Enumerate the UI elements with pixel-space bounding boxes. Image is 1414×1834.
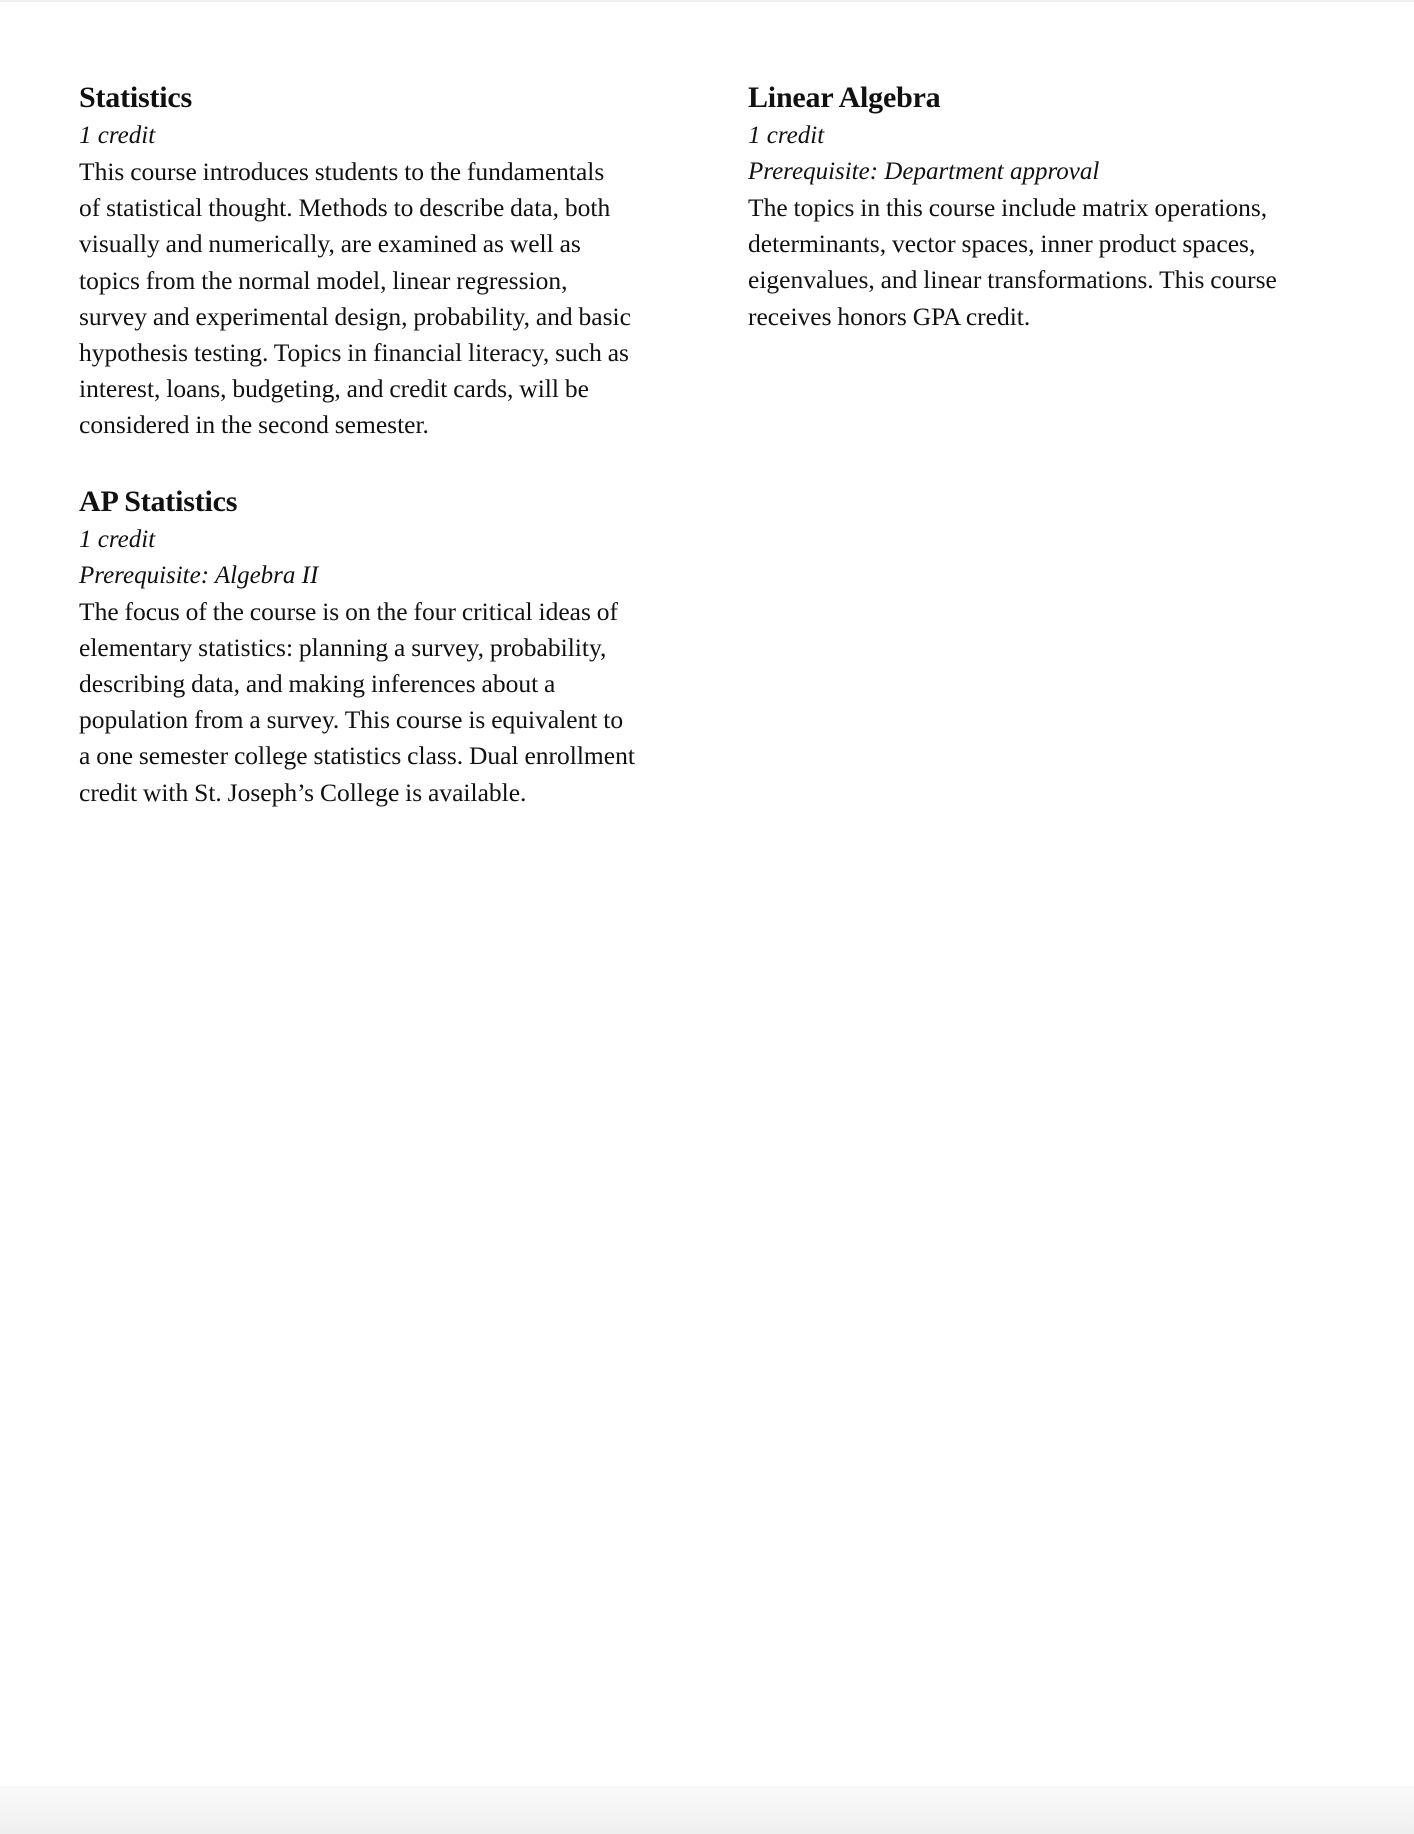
description-line: The focus of the course is on the four critical ideas of — [79, 596, 619, 626]
course-credit: 1 credit — [748, 122, 825, 149]
description-line: considered in the second semester. — [79, 410, 429, 440]
description-line: eigenvalues, and linear transformations. This course — [748, 265, 1277, 295]
course-prerequisite: Prerequisite: Department approval — [748, 158, 1100, 185]
description-line: visually and numerically, are examined as well as — [79, 229, 581, 259]
description-line: survey and experimental design, probability, and basic — [79, 301, 631, 331]
description-line: determinants, vector spaces, inner product spaces, — [748, 229, 1256, 259]
description-line: of statistical thought. Methods to describe data, both — [79, 193, 611, 223]
course-title: AP Statistics — [79, 484, 238, 518]
description-line: elementary statistics: planning a survey, probability, — [79, 632, 607, 662]
course-credit: 1 credit — [79, 525, 156, 553]
left-column — [79, 78, 679, 849]
right-column — [748, 78, 1348, 373]
course-description — [79, 154, 679, 444]
description-line: population from a survey. This course is equivalent to — [79, 705, 624, 735]
course-description — [79, 594, 679, 811]
description-line: describing data, and making inferences about a — [79, 669, 556, 699]
course-ap-statistics — [79, 482, 679, 811]
description-line: The topics in this course include matrix operations, — [748, 193, 1268, 222]
description-line: credit with St. Joseph’s College is available. — [79, 777, 527, 807]
description-line: This course introduces students to the fundamentals — [79, 157, 605, 186]
description-line: topics from the normal model, linear regression, — [79, 265, 568, 295]
course-prerequisite: Prerequisite: Algebra II — [79, 561, 319, 589]
page-bottom-edge — [0, 1787, 1414, 1834]
course-linear-algebra — [748, 78, 1348, 335]
description-line: receives honors GPA credit. — [748, 301, 1031, 331]
description-line: a one semester college statistics class. Dual enrollment — [79, 741, 635, 771]
course-statistics — [79, 78, 679, 444]
course-description — [748, 190, 1348, 335]
course-title: Statistics — [79, 81, 192, 114]
course-title: Linear Algebra — [748, 81, 941, 114]
description-line: hypothesis testing. Topics in financial literacy, such as — [79, 338, 629, 368]
description-line: interest, loans, budgeting, and credit cards, will be — [79, 374, 589, 404]
course-credit: 1 credit — [79, 122, 156, 149]
